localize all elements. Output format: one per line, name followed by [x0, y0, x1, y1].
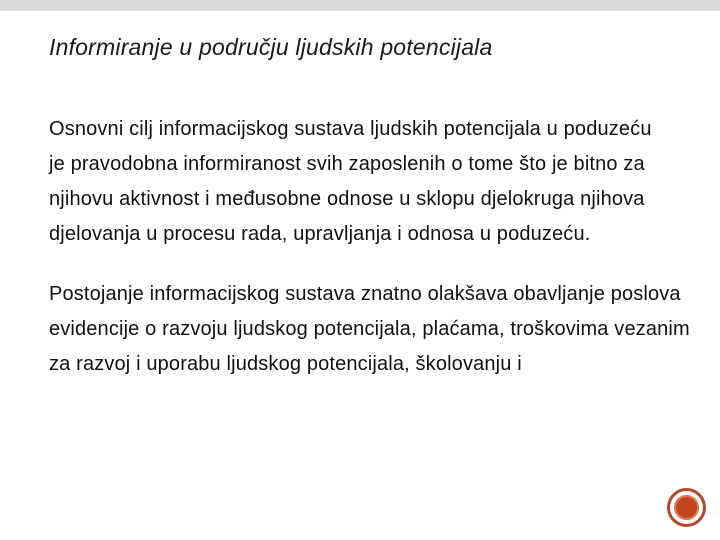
paragraph-5: Postojanje informacijskog sustava znatno olakšava obavljanje poslova	[49, 283, 681, 305]
paragraph-6: evidencije o razvoju ljudskog potencijala, plaćama, troškovima vezanim	[49, 318, 690, 340]
paragraph-1-tail: u poduzeću	[540, 118, 652, 140]
paragraph-3: njihovu aktivnost i međusobne odnose u sklopu djelokruga njihova	[49, 188, 645, 210]
top-decorative-bar	[0, 0, 720, 11]
paragraph-7: za razvoj i uporabu ljudskog potencijala, školovanju i	[49, 353, 522, 375]
circle-button-icon	[674, 495, 699, 520]
slide-nav-button[interactable]	[667, 488, 706, 527]
slide-body	[49, 118, 699, 376]
slide-title: Informiranje u području ljudskih potencijala	[49, 34, 493, 60]
paragraph-2: je pravodobna informiranost svih zaposlenih o tome što je bitno za	[49, 153, 645, 175]
paragraph-4: djelovanja u procesu rada, upravljanja i odnosa u poduzeću.	[49, 223, 591, 245]
paragraph-1	[49, 118, 699, 141]
paragraph-1-lead: Osnovni cilj informacijskog sustava ljudskih potencijala	[49, 118, 541, 140]
